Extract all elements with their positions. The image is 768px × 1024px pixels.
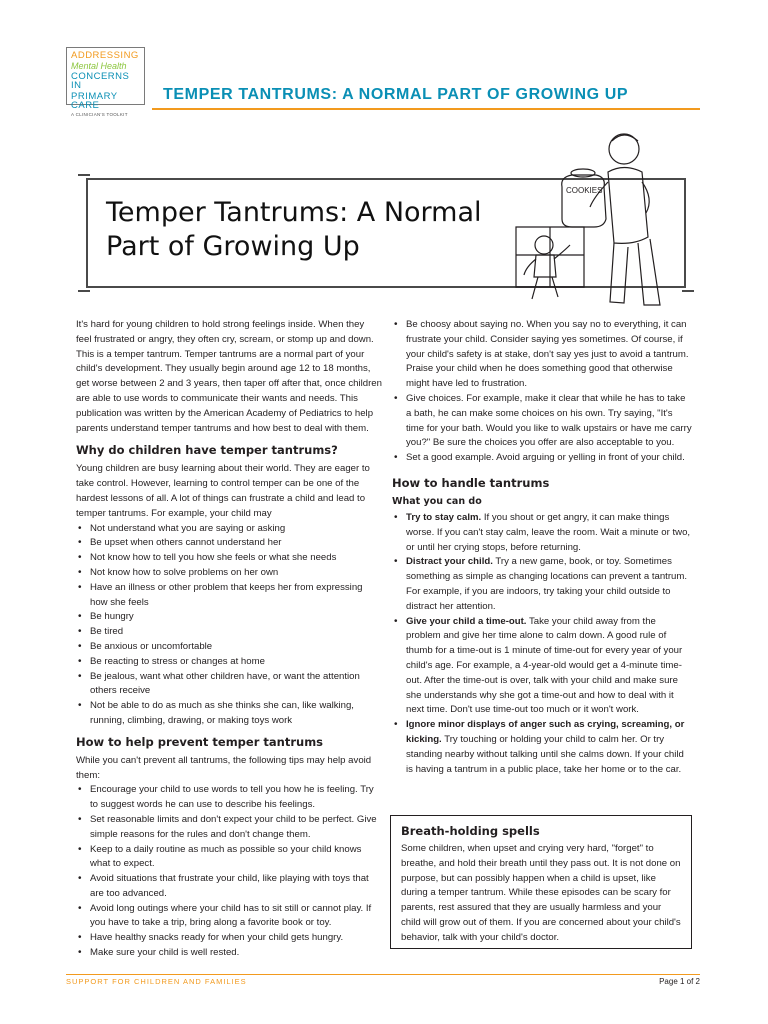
logo-line: Mental Health: [71, 60, 127, 71]
list-item: • Set reasonable limits and don't expect your child to be perfect. Give simple reasons for the rules and don't change them.: [76, 813, 382, 843]
footer-tagline: SUPPORT FOR CHILDREN AND FAMILIES: [66, 977, 247, 986]
prevent-list: [76, 783, 382, 961]
list-item: [392, 718, 692, 777]
callout-text: Some children, when upset and crying very hard, "forget" to breathe, and hold their breath until they pass out. It is not done on purpose, but can possibly happen when a child is upset, like during a temper tantrum. While these episodes can be scary for parents, rest assured that they are usually harmless and your child will grow out of them. If you are concerned about your child's behavior, talk with your child's doctor.: [401, 843, 681, 943]
section-heading: How to handle tantrums: [392, 475, 550, 490]
page-title: [106, 196, 526, 264]
toolkit-logo: [66, 47, 145, 117]
list-item-text: If you shout or get angry, it can make things worse. If you can't stay calm, leave the room. Wait a minute or two, or until her crying stops, before returning.: [406, 511, 691, 553]
intro-paragraph: It's hard for young children to hold strong feelings inside. When they feel frustrated or angry, they often cry, scream, or stomp up and down. This is a temper tantrum. Temper tantrums are a normal part of your child's development. They usually begin around age 12 to 18 months, get worse between 2 and 3 years, then taper off after that, once children are able to use words to communicate their wants and needs. This publication was written by the American Academy of Pediatrics to help parents understand temper tantrums and how best to deal with them.: [76, 319, 382, 434]
breath-holding-callout: [390, 815, 692, 949]
list-item: • Be anxious or uncomfortable: [76, 640, 382, 655]
list-item-lead: Ignore minor displays of anger such as crying, screaming, or kicking.: [406, 719, 685, 745]
section-subheading: What you can do: [392, 495, 482, 507]
why-list: [76, 522, 382, 729]
page-title-line: Part of Growing Up: [106, 231, 360, 262]
list-item: • Encourage your child to use words to tell you how he is feeling. Try to suggest words he can use to describe his feelings.: [76, 783, 382, 813]
list-item-lead: Give your child a time-out.: [406, 615, 527, 627]
logo-line: CONCERNS IN: [71, 70, 130, 91]
list-item: [392, 511, 692, 555]
list-item: • Avoid long outings where your child has to sit still or cannot play. If you have to take a trip, bring along a favorite book or toy.: [76, 902, 382, 932]
list-item: • Not be able to do as much as she thinks she can, like walking, running, climbing, drawing, or making toys work: [76, 699, 382, 729]
list-item-text: Take your child away from the problem and give her time alone to calm down. A good rule of thumb for a time-out is 1 minute of time-out for every year of your child's age. For example, a 4-year-old would get a 4-minute time-out. After the time-out is over, talk with your child and make sure she understands why she got a time-out and how to deal with it next time. Don't use time-out too much or it won't work.: [406, 615, 683, 716]
prevent-list-continued: [392, 318, 692, 466]
list-item: • Be choosy about saying no. When you say no to everything, it can frustrate your child. Consider saying yes sometimes. Of course, if your child's safety is at stake, don't say yes just to avoid a tantrum. Praise your child when he does something good that otherwise might have led to frustration.: [392, 318, 692, 392]
list-item: • Set a good example. Avoid arguing or yelling in front of your child.: [392, 451, 692, 466]
section-heading: Why do children have temper tantrums?: [76, 443, 338, 458]
cookies-jar-label: COOKIES: [566, 186, 603, 195]
list-item-lead: Try to stay calm.: [406, 511, 482, 523]
page-number: Page 1 of 2: [659, 977, 700, 986]
header-title: TEMPER TANTRUMS: A NORMAL PART OF GROWING UP: [163, 86, 629, 103]
logo-line: A CLINICIAN'S TOOLKIT: [71, 111, 128, 117]
list-item: [392, 555, 692, 614]
list-item: • Not know how to solve problems on her own: [76, 566, 382, 581]
list-item-text: Try a new game, book, or toy. Sometimes something as simple as changing locations can prevent a tantrum. For example, if you are indoors, try taking your child outside to distract her attention.: [406, 556, 688, 612]
header-divider: [152, 108, 700, 110]
right-column: [392, 318, 692, 783]
why-paragraph: Young children are busy learning about their world. They are eager to take control. However, learning to control temper can be one of the hardest lessons of all. A lot of things can frustrate a child and lead to temper tantrums. For example, your child may: [76, 463, 370, 519]
list-item: • Be upset when others cannot understand her: [76, 536, 382, 551]
list-item-lead: Distract your child.: [406, 556, 493, 568]
list-item-text: Try touching or holding your child to calm her. Or try standing nearby without talking until she calms down. If your child is having a tantrum in a public place, take her home or to the car.: [406, 733, 684, 775]
page-title-line: Temper Tantrums: A Normal: [106, 197, 482, 228]
list-item: • Avoid situations that frustrate your child, like playing with toys that are too advanced.: [76, 872, 382, 902]
left-column: [76, 318, 382, 967]
list-item: • Make sure your child is well rested.: [76, 946, 382, 961]
list-item: • Not know how to tell you how she feels or what she needs: [76, 551, 382, 566]
logo-line: ADDRESSING: [71, 50, 139, 61]
list-item: • Keep to a daily routine as much as possible so your child knows what to expect.: [76, 843, 382, 873]
prevent-paragraph: While you can't prevent all tantrums, the following tips may help avoid them:: [76, 754, 372, 781]
callout-heading: Breath-holding spells: [401, 824, 540, 838]
list-item: • Be reacting to stress or changes at home: [76, 655, 382, 670]
footer-divider: [66, 974, 700, 975]
parent-child-cookies-illustration: [514, 127, 672, 315]
list-item: [392, 615, 692, 719]
logo-line: PRIMARY CARE: [71, 90, 118, 111]
section-heading: How to help prevent temper tantrums: [76, 734, 324, 749]
list-item: • Have an illness or other problem that keeps her from expressing how she feels: [76, 581, 382, 611]
list-item: • Be hungry: [76, 610, 382, 625]
handle-list: [392, 511, 692, 777]
list-item: • Not understand what you are saying or asking: [76, 522, 382, 537]
list-item: • Be jealous, want what other children have, or want the attention others receive: [76, 670, 382, 700]
list-item: • Be tired: [76, 625, 382, 640]
list-item: • Have healthy snacks ready for when your child gets hungry.: [76, 931, 382, 946]
list-item: • Give choices. For example, make it clear that while he has to take a bath, he can make some choices on his own. Try saying, "It's time for your bath. Would you like to walk upstairs or have me carry you?" Be sure the choices you offer are also acceptable to you.: [392, 392, 692, 451]
